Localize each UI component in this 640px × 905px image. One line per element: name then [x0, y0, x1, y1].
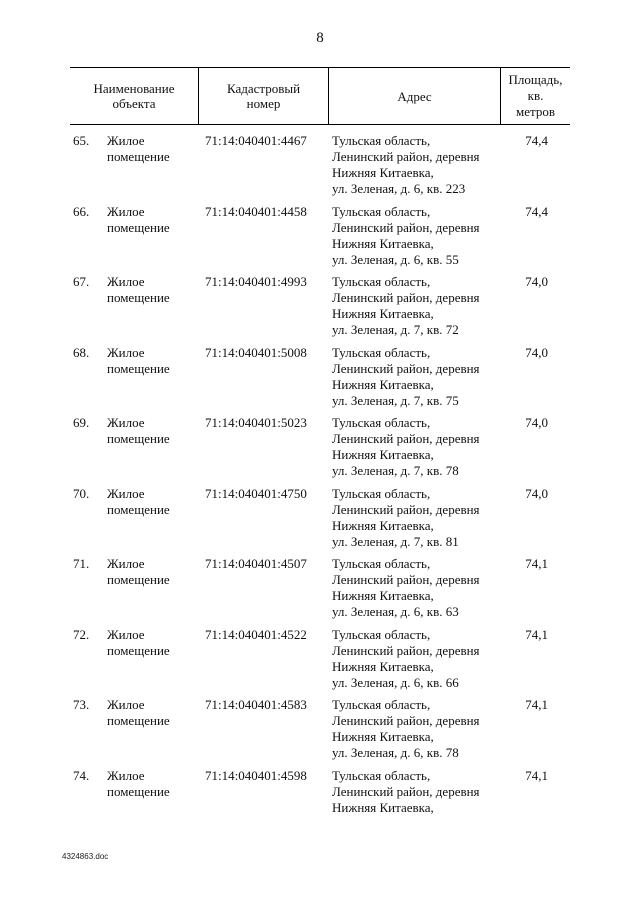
area-value: 74,0	[525, 415, 548, 430]
row-number: 69.	[73, 415, 90, 430]
row-number: 72.	[73, 626, 90, 642]
table-row	[0, 627, 640, 698]
object-name: Жилое помещение	[107, 767, 170, 799]
area-value: 74,4	[525, 203, 548, 219]
page-number: 8	[316, 30, 324, 46]
address: Тульская область, Ленинский район, деревня Нижняя Китаевка, ул. Зеленая, д. 7, кв. 72	[332, 274, 480, 337]
cadastral-number: 71:14:040401:4993	[205, 274, 307, 289]
table-body	[0, 133, 640, 838]
area-value: 74,0	[525, 274, 548, 289]
row-number: 68.	[73, 344, 90, 360]
cadastral-number: 71:14:040401:5023	[205, 415, 307, 430]
address: Тульская область, Ленинский район, деревня Нижняя Китаевка, ул. Зеленая, д. 7, кв. 75	[332, 344, 480, 408]
cadastral-number: 71:14:040401:5008	[205, 344, 307, 360]
address: Тульская область, Ленинский район, деревня Нижняя Китаевка,	[332, 767, 480, 815]
area-value: 74,1	[525, 556, 548, 571]
object-name: Жилое помещение	[107, 344, 170, 376]
table-row	[0, 133, 640, 204]
table-header	[70, 67, 570, 125]
address: Тульская область, Ленинский район, деревня Нижняя Китаевка, ул. Зеленая, д. 6, кв. 223	[332, 133, 480, 196]
address: Тульская область, Ленинский район, деревня Нижняя Китаевка, ул. Зеленая, д. 6, кв. 55	[332, 203, 480, 267]
footer-file-name: 4324863.doc	[62, 852, 109, 861]
object-name: Жилое помещение	[107, 556, 170, 587]
area-value: 74,1	[525, 626, 548, 642]
row-number: 70.	[73, 485, 90, 501]
table-row	[0, 204, 640, 275]
address: Тульская область, Ленинский район, деревня Нижняя Китаевка, ул. Зеленая, д. 6, кв. 66	[332, 626, 480, 690]
header-cadastral-number: Кадастровый номер	[198, 68, 328, 124]
row-number: 66.	[73, 203, 90, 219]
address: Тульская область, Ленинский район, деревня Нижняя Китаевка, ул. Зеленая, д. 6, кв. 78	[332, 697, 480, 760]
table-row	[0, 556, 640, 627]
object-name: Жилое помещение	[107, 697, 170, 728]
row-number: 65.	[73, 133, 90, 148]
cadastral-number: 71:14:040401:4458	[205, 203, 307, 219]
cadastral-number: 71:14:040401:4598	[205, 767, 307, 783]
area-value: 74,1	[525, 767, 548, 783]
area-value: 74,0	[525, 485, 548, 501]
object-name: Жилое помещение	[107, 274, 170, 305]
object-name: Жилое помещение	[107, 133, 170, 164]
object-name: Жилое помещение	[107, 485, 170, 517]
object-name: Жилое помещение	[107, 203, 170, 235]
row-number: 74.	[73, 767, 90, 783]
area-value: 74,0	[525, 344, 548, 360]
row-number: 73.	[73, 697, 90, 712]
row-number: 71.	[73, 556, 90, 571]
cadastral-number: 71:14:040401:4583	[205, 697, 307, 712]
object-name: Жилое помещение	[107, 415, 170, 446]
address: Тульская область, Ленинский район, деревня Нижняя Китаевка, ул. Зеленая, д. 7, кв. 81	[332, 485, 480, 549]
row-number: 67.	[73, 274, 90, 289]
cadastral-number: 71:14:040401:4467	[205, 133, 307, 148]
address: Тульская область, Ленинский район, деревня Нижняя Китаевка, ул. Зеленая, д. 6, кв. 63	[332, 556, 480, 619]
table-row	[0, 415, 640, 486]
table-row	[0, 274, 640, 345]
cadastral-number: 71:14:040401:4507	[205, 556, 307, 571]
table-row	[0, 768, 640, 839]
header-object-name: Наименование объекта	[93, 81, 175, 111]
cadastral-number: 71:14:040401:4750	[205, 485, 307, 501]
area-value: 74,4	[525, 133, 548, 148]
cadastral-number: 71:14:040401:4522	[205, 626, 307, 642]
table-row	[0, 345, 640, 416]
table-row	[0, 486, 640, 557]
table-row	[0, 697, 640, 768]
header-area: Площадь, кв. метров	[500, 68, 570, 124]
header-address: Адрес	[328, 68, 500, 124]
address: Тульская область, Ленинский район, деревня Нижняя Китаевка, ул. Зеленая, д. 7, кв. 78	[332, 415, 480, 478]
area-value: 74,1	[525, 697, 548, 712]
object-name: Жилое помещение	[107, 626, 170, 658]
